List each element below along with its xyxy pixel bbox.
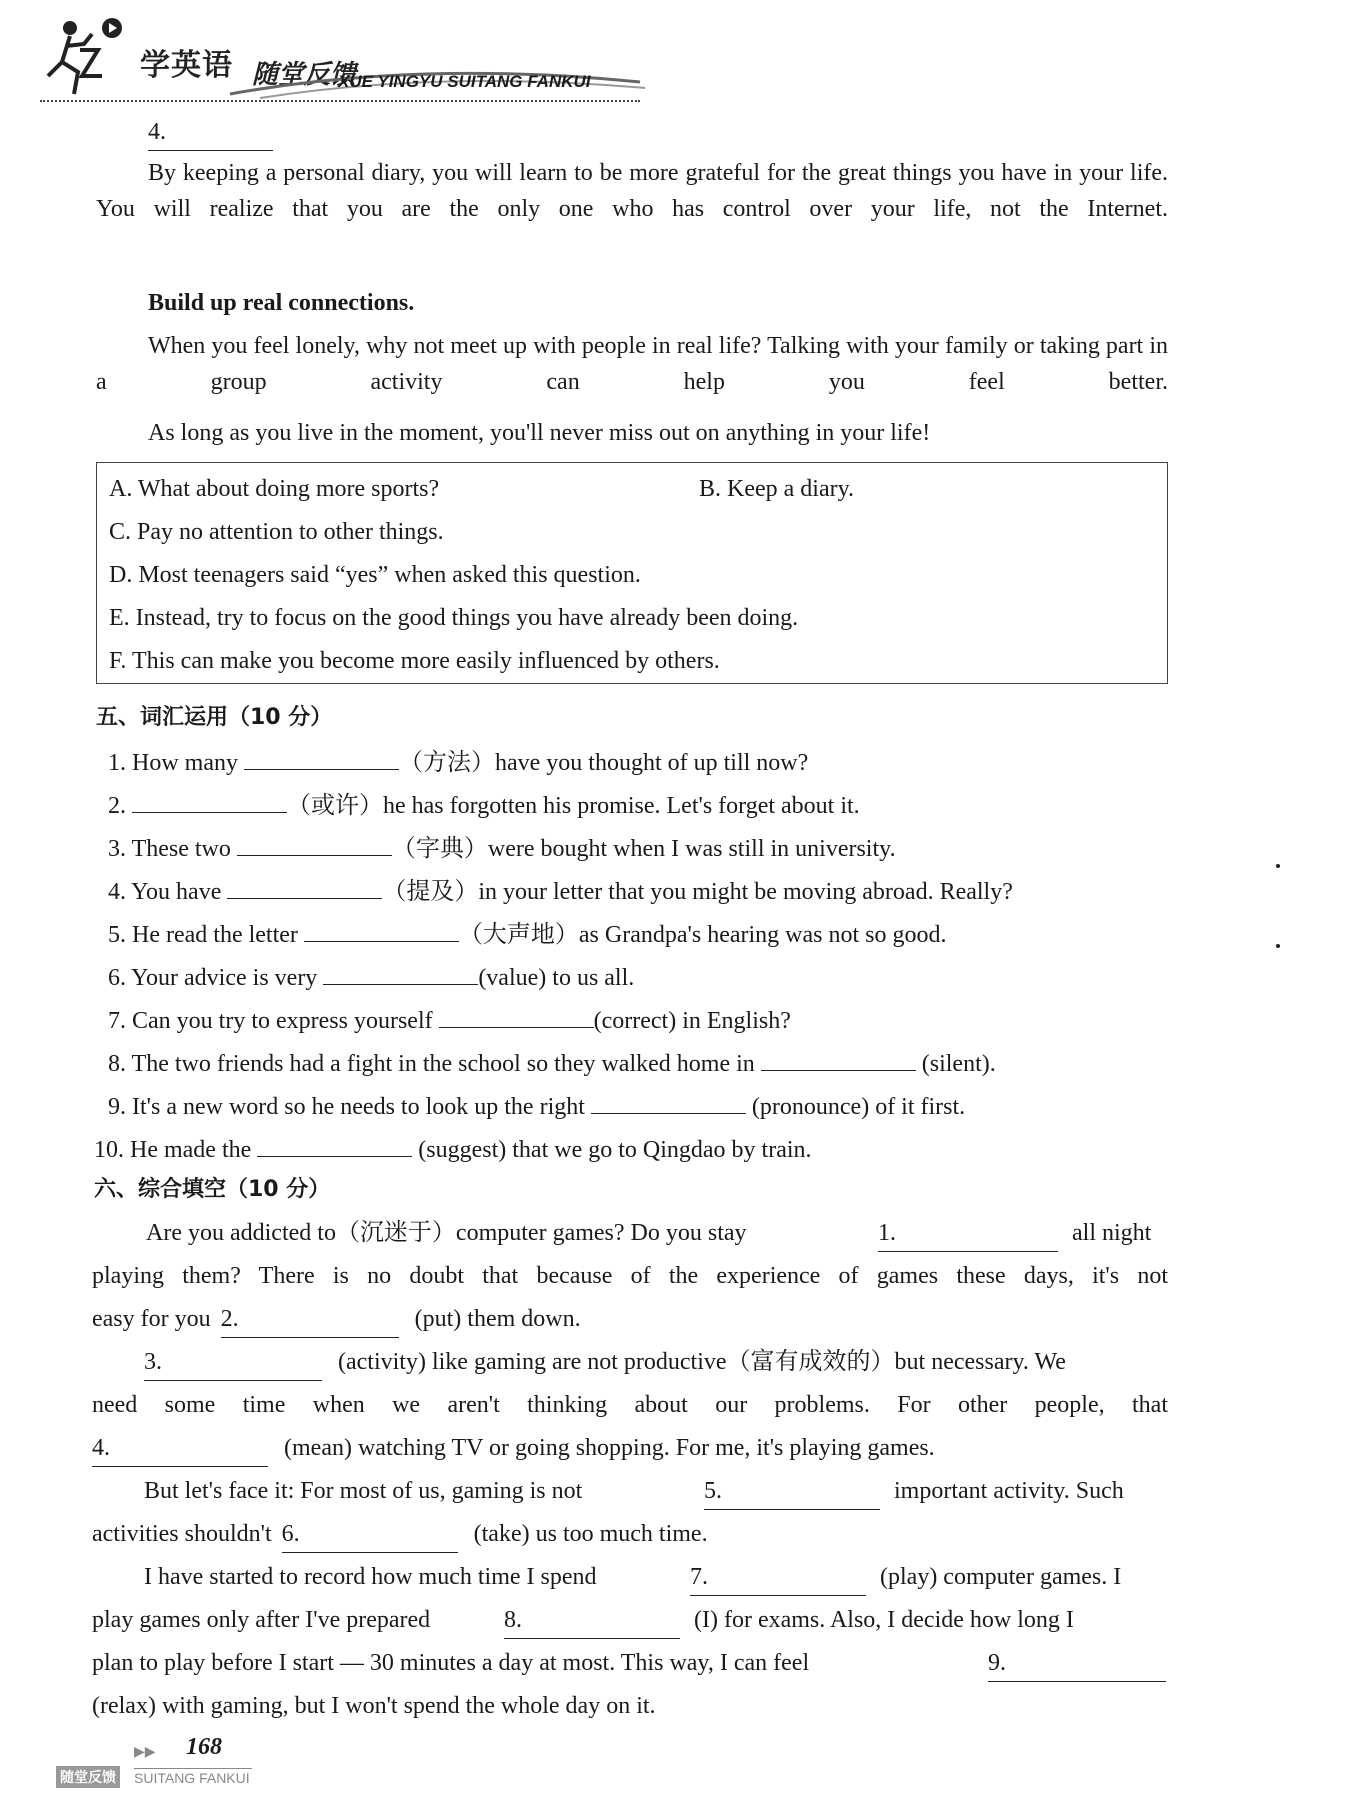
- paragraph-connections: When you feel lonely, why not meet up with people in real life? Talking with your family or taking part in a group activity can help you feel better.: [96, 333, 1168, 395]
- option-f: F. This can make you become more easily influenced by others.: [109, 648, 720, 674]
- cloze-p4-line2-end: (I) for exams. Also, I decide how long I: [694, 1607, 1074, 1633]
- cloze-blank-9[interactable]: 9.: [988, 1645, 1166, 1682]
- paragraph-closing: As long as you live in the moment, you'll never miss out on anything in your life!: [148, 420, 931, 446]
- cloze-p1-line2: playing them? There is no doubt that because of the experience of games these days, it's not: [92, 1263, 1168, 1289]
- margin-dot: [1276, 864, 1280, 868]
- section-5-title: 五、词汇运用（10 分）: [96, 705, 333, 730]
- option-d: D. Most teenagers said “yes” when asked this question.: [109, 562, 641, 588]
- cloze-blank-8[interactable]: 8.: [504, 1602, 680, 1639]
- option-b: B. Keep a diary.: [699, 476, 855, 502]
- page-header: [40, 14, 640, 114]
- header-divider: [40, 100, 640, 102]
- margin-dot: [1276, 944, 1280, 948]
- page-number: 168: [186, 1734, 222, 1760]
- vocab-blank-10[interactable]: [257, 1130, 412, 1157]
- header-title-cn: 学英语: [140, 48, 233, 83]
- cloze-p1-line3: easy for you 2. (put) them down.: [92, 1301, 581, 1338]
- cloze-p4-line4: (relax) with gaming, but I won't spend the whole day on it.: [92, 1693, 656, 1719]
- vocab-blank-9[interactable]: [591, 1087, 746, 1114]
- cloze-p3-line2: activities shouldn't 6. (take) us too much time.: [92, 1516, 708, 1553]
- vocab-blank-3[interactable]: [237, 829, 392, 856]
- vocab-blank-4[interactable]: [227, 872, 382, 899]
- cloze-blank-5[interactable]: 5.: [704, 1473, 880, 1510]
- vocab-blank-5[interactable]: [304, 915, 459, 942]
- footer-arrow-icon: ▶▶: [134, 1744, 156, 1760]
- cloze-p2-line2: need some time when we aren't thinking about our problems. For other people, that: [92, 1392, 1168, 1418]
- vocab-blank-7[interactable]: [439, 1001, 594, 1028]
- cloze-blank-3[interactable]: 3.: [144, 1344, 322, 1381]
- option-e: E. Instead, try to focus on the good things you have already been doing.: [109, 605, 799, 631]
- vocab-item-7: 7. Can you try to express yourself (correct) in English?: [108, 1001, 791, 1039]
- cloze-blank-4[interactable]: 4.: [92, 1430, 268, 1467]
- vocab-item-5: 5. He read the letter （大声地）as Grandpa's hearing was not so good.: [108, 915, 947, 953]
- vocab-blank-8[interactable]: [761, 1044, 916, 1071]
- option-a: A. What about doing more sports?: [109, 476, 440, 502]
- vocab-blank-2[interactable]: [132, 786, 287, 813]
- vocab-item-4: 4. You have （提及）in your letter that you might be moving abroad. Really?: [108, 872, 1013, 910]
- cloze-p3-line1-end: important activity. Such: [894, 1478, 1124, 1504]
- cloze-p4-line1-end: (play) computer games. I: [880, 1564, 1122, 1590]
- cloze-blank-6[interactable]: 6.: [282, 1516, 458, 1553]
- footer-tag-en: SUITANG FANKUI: [134, 1770, 250, 1786]
- cloze-p4-line2: play games only after I've prepared: [92, 1607, 431, 1633]
- cloze-blank-7[interactable]: 7.: [690, 1559, 866, 1596]
- vocab-blank-1[interactable]: [244, 743, 399, 770]
- vocab-item-3: 3. These two （字典）were bought when I was still in university.: [108, 829, 896, 867]
- vocab-blank-6[interactable]: [323, 958, 478, 985]
- paragraph-diary: By keeping a personal diary, you will learn to be more grateful for the great things you have in your life. You will realize that you are the only one who has control over your life, not the Internet.: [96, 160, 1168, 222]
- footer-divider: [134, 1768, 252, 1769]
- cloze-p3-line1: But let's face it: For most of us, gaming is not: [144, 1478, 583, 1504]
- vocab-item-2: 2. （或许）he has forgotten his promise. Let's forget about it.: [108, 786, 860, 824]
- running-figure-logo-icon: [40, 14, 130, 106]
- option-c: C. Pay no attention to other things.: [109, 519, 444, 545]
- cloze-p2-line3: 4. (mean) watching TV or going shopping. For me, it's playing games.: [92, 1430, 935, 1467]
- cloze-blank-1[interactable]: 1.: [878, 1215, 1058, 1252]
- vocab-item-1: 1. How many （方法）have you thought of up till now?: [108, 743, 808, 781]
- cloze-p1-line1: Are you addicted to（沉迷于）computer games? Do you stay: [146, 1220, 747, 1246]
- footer-tag-cn: 随堂反馈: [56, 1766, 120, 1788]
- cloze-blank-2[interactable]: 2.: [221, 1301, 399, 1338]
- section-6-title: 六、综合填空（10 分）: [94, 1177, 331, 1202]
- vocab-item-9: 9. It's a new word so he needs to look up the right (pronounce) of it first.: [108, 1087, 965, 1125]
- cloze-p1-line1-end: all night: [1072, 1220, 1152, 1246]
- options-box: [96, 462, 1168, 684]
- vocab-item-8: 8. The two friends had a fight in the school so they walked home in (silent).: [108, 1044, 996, 1082]
- vocab-item-10: 10. He made the (suggest) that we go to Qingdao by train.: [94, 1130, 812, 1168]
- cloze-p4-line3: plan to play before I start — 30 minutes a day at most. This way, I can feel: [92, 1650, 810, 1676]
- cloze-p2-line1: 3. (activity) like gaming are not productive（富有成效的）but necessary. We: [144, 1344, 1066, 1381]
- vocab-item-6: 6. Your advice is very (value) to us all.: [108, 958, 634, 996]
- header-title-en: XUE YINGYU SUITANG FANKUI: [338, 72, 591, 91]
- heading-connections: Build up real connections.: [148, 290, 415, 316]
- answer-blank-4[interactable]: 4.: [148, 114, 273, 151]
- header-subtitle-cn: 随堂反馈: [252, 60, 357, 90]
- cloze-p4-line1: I have started to record how much time I spend: [144, 1564, 597, 1590]
